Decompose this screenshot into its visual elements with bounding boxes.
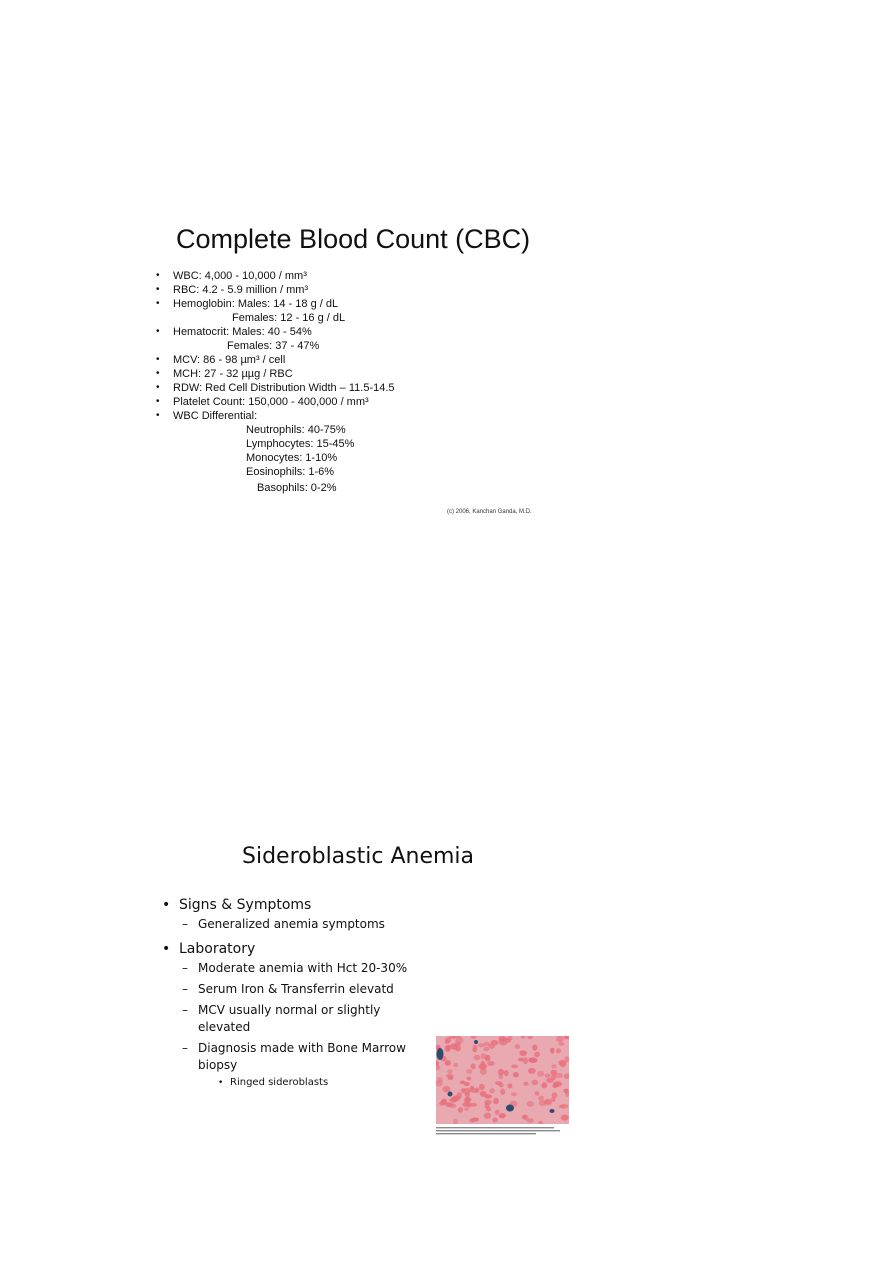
- cbc-item-mch: • MCH: 27 - 32 µµg / RBC: [156, 368, 293, 380]
- red-cell: [470, 1063, 475, 1069]
- cbc-item-hemoglobin: • Hemoglobin: Males: 14 - 18 g / dL Females: 12 - 16 g / dL: [156, 297, 395, 325]
- copyright-note: (c) 2006, Kanchan Ganda, M.D.: [447, 509, 532, 515]
- red-cell: [468, 1089, 473, 1093]
- red-cell: [460, 1081, 466, 1085]
- red-cell: [495, 1110, 500, 1115]
- red-cell: [489, 1088, 494, 1093]
- cbc-item-differential: • WBC Differential: Neutrophils: 40-75% Lymphocytes: 15-45% Monocytes: 1-10% Eosinophils: 1-6% Basophils: 0-2%: [156, 409, 395, 495]
- red-cell: [446, 1074, 453, 1078]
- red-cell: [565, 1056, 570, 1062]
- red-cell: [480, 1068, 487, 1074]
- red-cell: [546, 1078, 554, 1083]
- red-cell: [437, 1077, 443, 1082]
- dash-icon: –: [182, 1003, 188, 1017]
- bullet-icon: •: [162, 941, 171, 957]
- sideroblast-nucleus: [550, 1109, 555, 1113]
- red-cell: [551, 1064, 556, 1068]
- red-cell: [523, 1082, 528, 1086]
- lab-item-hct: – Moderate anemia with Hct 20-30%: [182, 961, 408, 975]
- red-cell: [534, 1052, 540, 1058]
- red-cell: [553, 1082, 559, 1088]
- red-cell: [447, 1069, 452, 1074]
- red-cell: [462, 1103, 469, 1107]
- red-cell: [511, 1065, 518, 1069]
- red-cell: [505, 1039, 511, 1043]
- red-cell: [552, 1092, 558, 1098]
- red-cell: [467, 1077, 472, 1081]
- red-cell: [513, 1072, 519, 1077]
- red-cell: [493, 1118, 498, 1123]
- cbc-hematocrit-females: Females: 37 - 47%: [227, 340, 320, 352]
- red-cell: [493, 1098, 499, 1105]
- red-cell: [515, 1044, 520, 1049]
- red-cell: [508, 1084, 513, 1089]
- lab-item-mcv: – MCV usually normal or slightly elevated: [182, 1003, 381, 1034]
- red-cell: [544, 1074, 550, 1078]
- micrograph-image: [436, 1036, 569, 1124]
- red-cell: [484, 1113, 491, 1119]
- red-cell: [538, 1096, 544, 1101]
- lab-item-diagnosis: – Diagnosis made with Bone Marrow biopsy: [182, 1041, 406, 1072]
- red-cell: [443, 1086, 451, 1093]
- red-cell: [488, 1043, 495, 1049]
- diff-monocytes: Monocytes: 1-10%: [246, 452, 338, 464]
- bullet-icon: •: [156, 354, 160, 365]
- red-cell: [528, 1058, 536, 1063]
- red-cell: [464, 1107, 469, 1111]
- red-cell: [542, 1082, 548, 1088]
- sideroblast-nucleus: [448, 1092, 453, 1097]
- red-cell: [561, 1115, 569, 1121]
- red-cell: [445, 1060, 451, 1066]
- sideroblastic-slide: [0, 820, 893, 1220]
- red-cell: [445, 1102, 453, 1107]
- sideroblast-nucleus: [437, 1048, 444, 1060]
- red-cell: [528, 1068, 536, 1074]
- red-cell: [478, 1043, 485, 1047]
- red-cell: [555, 1073, 563, 1078]
- bone-marrow-micrograph: [436, 1036, 569, 1124]
- red-cell: [439, 1101, 445, 1105]
- bullet-icon: •: [156, 368, 160, 379]
- cbc-item-platelet: • Platelet Count: 150,000 - 400,000 / mm³: [156, 396, 369, 408]
- red-cell: [483, 1047, 489, 1051]
- cbc-item-rdw: • RDW: Red Cell Distribution Width – 11.5-14.5: [156, 382, 395, 394]
- red-cell: [466, 1069, 472, 1074]
- bullet-icon: •: [156, 298, 160, 309]
- cbc-hemoglobin-females: Females: 12 - 16 g / dL: [232, 312, 346, 324]
- cbc-item-wbc: • WBC: 4,000 - 10,000 / mm³: [156, 270, 307, 282]
- dash-icon: –: [182, 961, 188, 975]
- red-cell: [499, 1113, 506, 1118]
- bullet-icon: •: [156, 284, 160, 295]
- red-cell: [534, 1091, 539, 1095]
- red-cell: [500, 1088, 505, 1095]
- red-cell: [474, 1055, 480, 1060]
- red-cell: [504, 1070, 509, 1076]
- bullet-icon: •: [156, 326, 160, 337]
- bullet-icon: •: [162, 897, 171, 913]
- red-cell: [495, 1081, 502, 1085]
- red-cell: [485, 1055, 491, 1062]
- lab-item-iron: – Serum Iron & Transferrin elevatd: [182, 982, 394, 996]
- micrograph-caption: [436, 1126, 576, 1141]
- sideroblastic-title: Sideroblastic Anemia: [242, 844, 474, 869]
- red-cell: [450, 1096, 457, 1103]
- red-cell: [461, 1088, 466, 1093]
- red-cell: [532, 1045, 537, 1051]
- diff-lymphocytes: Lymphocytes: 15-45%: [246, 438, 355, 450]
- bullet-icon: •: [156, 270, 160, 281]
- red-cell: [523, 1057, 528, 1064]
- red-cell: [523, 1115, 528, 1121]
- red-cell: [537, 1071, 544, 1077]
- red-cell: [560, 1104, 568, 1108]
- red-cell: [511, 1092, 517, 1096]
- dash-icon: –: [182, 982, 188, 996]
- lab-subitem: • Ringed sideroblasts: [218, 1077, 329, 1088]
- red-cell: [444, 1040, 449, 1045]
- sideroblastic-list: [162, 894, 460, 1090]
- dash-icon: –: [182, 1041, 188, 1055]
- red-cell: [532, 1080, 539, 1086]
- cbc-item-mcv: • MCV: 86 - 98 µm³ / cell: [156, 354, 286, 366]
- red-cell: [518, 1058, 524, 1062]
- red-cell: [469, 1118, 475, 1122]
- red-cell: [519, 1050, 527, 1056]
- cbc-slide: [0, 0, 893, 560]
- signs-heading: • Signs & Symptoms: [162, 894, 460, 916]
- red-cell: [539, 1100, 547, 1106]
- red-cell: [487, 1061, 495, 1066]
- cbc-list: [156, 269, 395, 495]
- red-cell: [457, 1092, 463, 1098]
- caption-lines: [436, 1126, 576, 1140]
- red-cell: [485, 1103, 490, 1109]
- red-cell: [480, 1091, 487, 1097]
- red-cell: [479, 1084, 485, 1090]
- diff-basophils: Basophils: 0-2%: [257, 482, 337, 494]
- bullet-icon: •: [156, 396, 160, 407]
- cbc-title: Complete Blood Count (CBC): [176, 224, 531, 254]
- bullet-icon: •: [156, 382, 160, 393]
- red-cell: [563, 1089, 568, 1093]
- red-cell: [453, 1063, 458, 1068]
- diff-neutrophils: Neutrophils: 40-75%: [246, 424, 346, 436]
- bullet-icon: •: [156, 410, 160, 421]
- signs-item: – Generalized anemia symptoms: [182, 917, 385, 931]
- red-cell: [550, 1048, 554, 1054]
- red-cell: [556, 1048, 561, 1053]
- dash-icon: –: [182, 917, 188, 931]
- sideroblast-nucleus: [506, 1105, 514, 1112]
- diff-eosinophils: Eosinophils: 1-6%: [246, 466, 335, 478]
- red-cell: [454, 1045, 462, 1051]
- red-cell: [527, 1101, 534, 1107]
- red-cell: [559, 1042, 565, 1046]
- red-cell: [498, 1069, 504, 1076]
- cbc-item-hematocrit: • Hematocrit: Males: 40 - 54% Females: 37 - 47%: [156, 325, 395, 353]
- sideroblast-nucleus: [474, 1040, 478, 1044]
- cbc-item-rbc: • RBC: 4.2 - 5.9 million / mm³: [156, 284, 309, 296]
- bullet-icon: •: [218, 1078, 224, 1088]
- red-cell: [458, 1107, 464, 1113]
- red-cell: [464, 1097, 471, 1102]
- lab-heading: • Laboratory: [162, 938, 460, 960]
- red-cell: [472, 1047, 477, 1052]
